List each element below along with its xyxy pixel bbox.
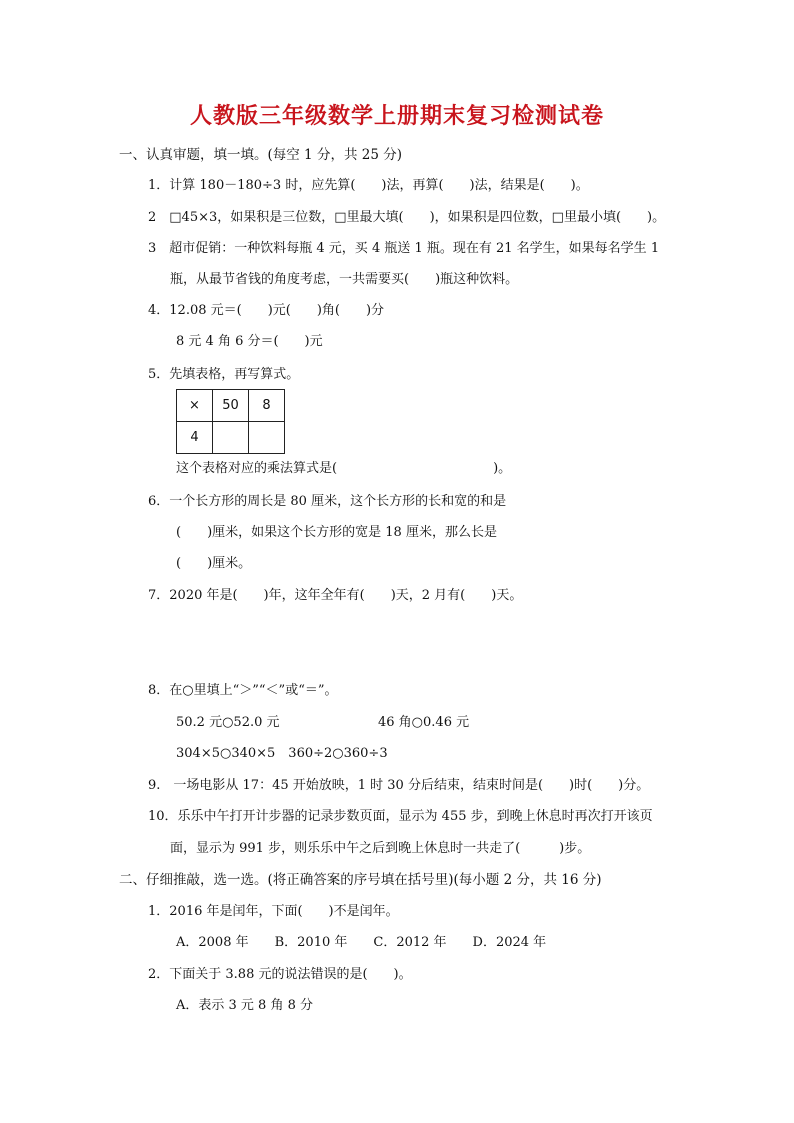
choice-question-2: 2．下面关于 3.88 元的说法错误的是( )。 (148, 967, 412, 982)
question-4-line1: 4．12.08 元＝( )元( )角( )分 (148, 303, 385, 318)
table-cell-blank[interactable] (213, 422, 249, 454)
table-cell-header: 8 (249, 390, 285, 422)
question-5: 5．先填表格，再写算式。 (148, 367, 300, 382)
choice-question-1-options: A．2008 年 B．2010 年 C．2012 年 D．2024 年 (176, 935, 547, 950)
question-6-line3: ( )厘米。 (176, 556, 252, 571)
table-row (177, 422, 285, 454)
question-6-line1: 6．一个长方形的周长是 80 厘米，这个长方形的长和宽的和是 (148, 494, 507, 509)
question-8-item-b: 46 角○0.46 元 (378, 715, 470, 730)
question-8: 8．在○里填上“＞”“＜”或“＝”。 (148, 683, 338, 698)
choice-question-2-option-a: A．表示 3 元 8 角 8 分 (176, 998, 313, 1013)
question-3-line2: 瓶，从最节省钱的角度考虑，一共需要买( )瓶这种饮料。 (170, 272, 519, 287)
question-10-line2: 面，显示为 991 步，则乐乐中午之后到晚上休息时一共走了( )步。 (170, 841, 591, 856)
question-6-line2: ( )厘米，如果这个长方形的宽是 18 厘米，那么长是 (176, 525, 497, 540)
question-1: 1．计算 180－180÷3 时，应先算( )法，再算( )法，结果是( )。 (148, 178, 589, 193)
question-3-line1: 3 超市促销：一种饮料每瓶 4 元，买 4 瓶送 1 瓶。现在有 21 名学生，如果每名学生 1 (148, 241, 660, 256)
multiplication-table (176, 389, 285, 454)
section1-heading: 一、认真审题，填一填。(每空 1 分，共 25 分) (119, 147, 402, 163)
page-title: 人教版三年级数学上册期末复习检测试卷 (189, 103, 604, 129)
question-10-line1: 10．乐乐中午打开计步器的记录步数页面，显示为 455 步，到晚上休息时再次打开该页 (148, 809, 653, 824)
question-7: 7．2020 年是( )年，这年全年有( )天，2 月有( )天。 (148, 588, 523, 603)
question-5-formula: 这个表格对应的乘法算式是( )。 (176, 461, 512, 476)
question-2: 2 □45×3，如果积是三位数，□里最大填( )，如果积是四位数，□里最小填( )。 (148, 210, 666, 225)
question-4-line2: 8 元 4 角 6 分＝( )元 (176, 334, 323, 349)
choice-question-1: 1．2016 年是闰年，下面( )不是闰年。 (148, 904, 399, 919)
table-cell-blank[interactable] (249, 422, 285, 454)
table-cell-header: 50 (213, 390, 249, 422)
table-cell-operator: × (177, 390, 213, 422)
section2-heading: 二、仔细推敲，选一选。(将正确答案的序号填在括号里)(每小题 2 分，共 16 分) (119, 872, 602, 888)
question-9: 9. 一场电影从 17：45 开始放映，1 时 30 分后结束，结束时间是( )时( )分。 (148, 778, 650, 793)
question-8-item-c: 304×5○340×5 360÷2○360÷3 (176, 746, 388, 761)
question-8-item-a: 50.2 元○52.0 元 (176, 715, 280, 730)
table-row (177, 390, 285, 422)
table-cell-row-header: 4 (177, 422, 213, 454)
